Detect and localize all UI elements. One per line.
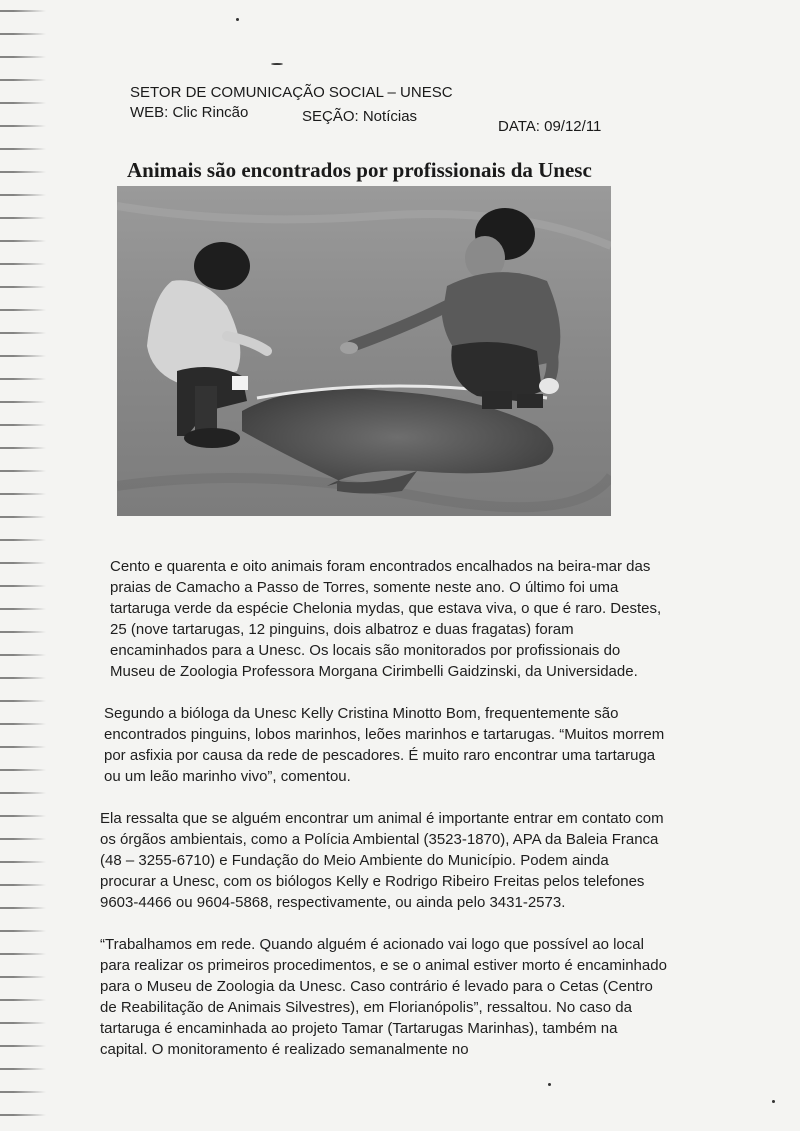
article-paragraph: Cento e quarenta e oito animais foram encontrados encalhados na beira-mar das praias de Camacho a Passo de Torres, somente neste ano. O último foi uma tartaruga verde da espécie Chelonia mydas, que estava viva, o que é raro. Destes, 25 (nove tartarugas, 12 pinguins, dois albatroz e duas fragatas) foram encaminhados para a Unesc. Os locais são monitorados por profissionais do Museu de Zoologia Professora Morgana Cirimbelli Gaidzinski, da Universidade. <box>110 558 662 680</box>
scan-mark <box>772 1100 775 1103</box>
article-body <box>100 556 668 1081</box>
section-label: SEÇÃO: Notícias <box>302 108 418 125</box>
article-paragraph: “Trabalhamos em rede. Quando alguém é acionado vai logo que possível ao local para realizar os primeiros procedimentos, e se o animal estiver morto é encaminhado para o Museu de Zoologia da Unesc. Caso contrário é levado para o Cetas (Centro de Reabilitação de Animais Silvestres), em Florianópolis”, ressaltou. No caso da tartaruga é encaminhada ao projeto Tamar (Tartarugas Marinhas), também na capital. O monitoramento é realizado semanalmente no <box>100 936 667 1058</box>
spiral-binding <box>0 0 46 1131</box>
web-source-label: WEB: Clic Rincão <box>130 104 249 121</box>
date-label: DATA: 09/12/11 <box>498 118 602 135</box>
article-photo <box>117 186 611 540</box>
article-paragraph: Ela ressalta que se alguém encontrar um animal é importante entrar em contato com os órgãos ambientais, como a Polícia Ambiental (3523-1870), APA da Baleia Franca (48 – 3255-6710) e Fundação do Meio Ambiente do Município. Podem ainda procurar a Unesc, com os biólogos Kelly e Rodrigo Ribeiro Freitas pelos telefones 9603-4466 ou 9604-5868, respectivamente, ou ainda pelo 3431-2573. <box>100 810 664 911</box>
article-paragraph: Segundo a bióloga da Unesc Kelly Cristina Minotto Bom, frequentemente são encontrados pinguins, lobos marinhos, leões marinhos e tartarugas. “Muitos morrem por asfixia por causa da rede de pescadores. É muito raro encontrar uma tartaruga ou um leão marinho vivo”, comentou. <box>104 705 665 785</box>
article-headline: Animais são encontrados por profissionais da Unesc <box>127 158 592 182</box>
department-label: SETOR DE COMUNICAÇÃO SOCIAL – UNESC <box>130 84 453 101</box>
scan-mark <box>548 1083 551 1086</box>
scan-mark <box>236 18 239 21</box>
scan-mark <box>271 63 283 65</box>
